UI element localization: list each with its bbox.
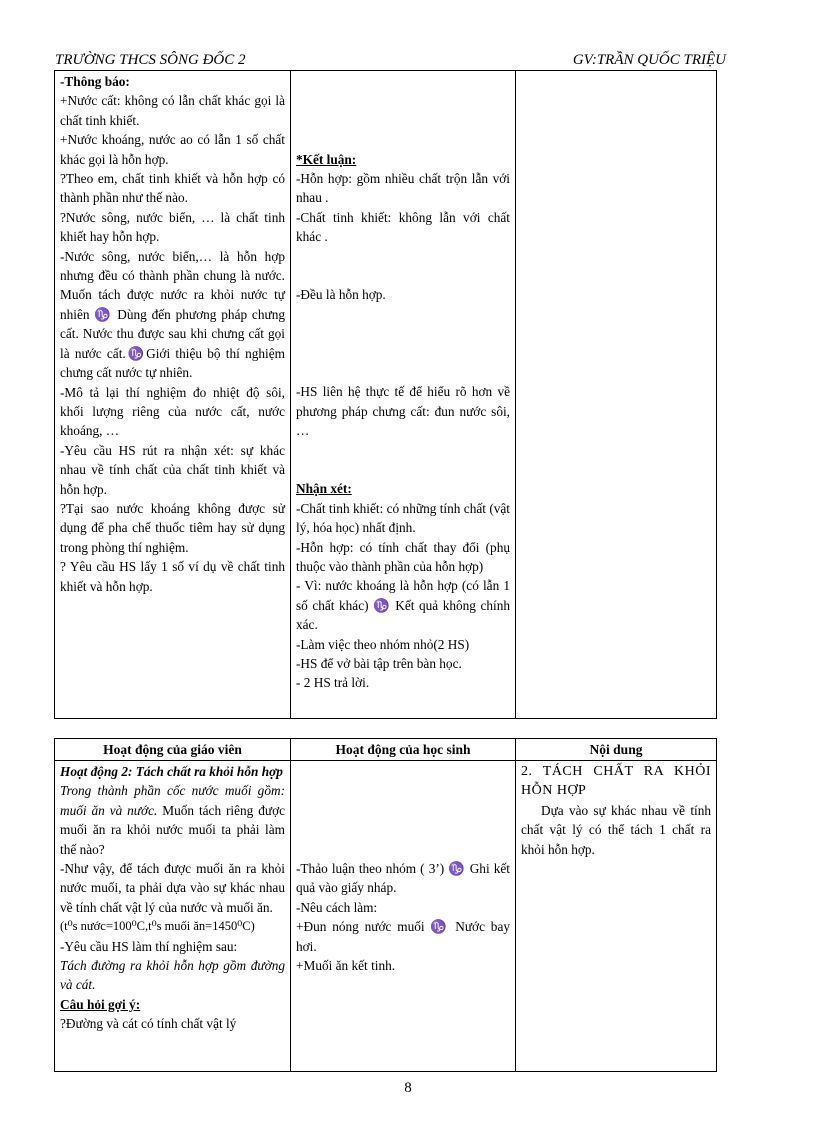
text-line: -HS liên hệ thực tế để hiểu rõ hơn về phương pháp chưng cất: đun nước sôi, … [296,384,510,439]
text-line: -Hỗn hợp: gồm nhiều chất trộn lẫn với nhau . [296,170,510,206]
content-body: Dựa vào sự khác nhau về tính chất vật lý có thể tách 1 chất ra khỏi hỗn hợp. [521,802,711,857]
text-line: -Mô tả lại thí nghiệm đo nhiệt độ sôi, khối lượng riêng của nước cất, nước khoáng, … [60,384,285,439]
text-line: -HS để vở bài tập trên bàn học. [296,656,462,671]
content-cell [516,761,717,1072]
text-line: -Nêu cách làm: [296,899,378,915]
announce-label: -Thông báo: [60,74,130,89]
teacher-activity-cell [55,761,291,1072]
teacher-name: GV:TRẦN QUỐC TRIỆU [572,52,726,68]
conclusion-title: *Kết luận: [296,151,357,167]
lesson-table-1 [54,70,717,719]
text-line: +Nước cất: không có lẫn chất khác gọi là chất tinh khiết. [60,93,285,128]
experiment-text: Tách đường ra khỏi hỗn hợp gồm đường và cát. [60,958,285,993]
header-teacher: Hoạt động của giáo viên [55,739,291,761]
teacher-activity-cell [55,71,291,719]
text-line: -Thảo luận theo nhóm ( 3’) ♑ Ghi kết quả vào giấy nháp. [296,860,510,896]
school-name: TRƯỜNG THCS SÔNG ĐỐC 2 [55,52,246,68]
header-student: Hoạt động của học sinh [291,739,516,761]
text-line: -Như vậy, để tách được muối ăn ra khỏi nước muối, ta phải dựa vào sự khác nhau về tính chất vật lý của nước và muối ăn. [60,861,285,915]
text-line: - 2 HS trả lời. [296,675,370,691]
text-line: ? Yêu cầu HS lấy 1 số ví dụ về chất tinh khiết và hỗn hợp. [60,559,285,594]
activity-title: Hoạt động 2: Tách chất ra khỏi hỗn hợp [60,764,283,779]
text-line: -Yêu cầu HS làm thí nghiệm sau: [60,938,238,954]
student-activity-cell [291,71,516,719]
intro-italic: Trong thành phần cốc nước muối gồm: muối ăn và nước. [60,783,285,818]
text-line [60,781,285,859]
text-line: -Đều là hỗn hợp. [296,287,386,303]
text-line: ?Theo em, chất tinh khiết và hỗn hợp có thành phần như thế nào. [60,171,285,206]
hint-title: Câu hỏi gợi ý: [60,996,141,1012]
text-line: ?Nước sông, nước biển, … là chất tinh khiết hay hỗn hợp. [60,209,285,245]
page-number: 8 [404,1080,412,1096]
text-line: -Làm việc theo nhóm nhỏ(2 HS) [296,636,470,652]
text-line: +Nước khoáng, nước ao có lẫn 1 số chất khác gọi là hỗn hợp. [60,132,285,167]
text-line: -Nước sông, nước biển,… là hỗn hợp nhưng đều có thành phần chung là nước. Muốn tách được nước ra khỏi nước tự nhiên ♑ Dùng đến phương pháp chưng cất. Nước thu được sau khi chưng cất gọi là nước cất.♑Giới thiệu bộ thí nghiệm chưng cất nước tự nhiên. [60,248,285,381]
student-activity-cell [291,761,516,1072]
text-line: -Chất tinh khiết: không lẫn với chất khác . [296,209,510,245]
text-line: +Đun nóng nước muối ♑ Nước bay hơi. [296,919,510,954]
text-line: -Yêu cầu HS rút ra nhận xét: sự khác nhau về tính chất của chất tinh khiết và hỗn hợp. [60,442,285,497]
section-title: 2. TÁCH CHẤT RA KHỎI HỖN HỢP [521,764,711,799]
intro-rest: Muốn tách riêng được muối ăn ra khỏi nước muối ta phải làm thế nào? [60,802,285,857]
text-line: ?Tại sao nước khoáng không được sử dụng để pha chế thuốc tiêm hay sử dụng trong phòng thí nghiệm. [60,500,285,555]
header-content: Nội dung [516,739,717,761]
temperature-note: (t⁰s nước=100⁰C,t⁰s muối ăn=1450⁰C) [60,919,255,934]
text-line: ?Đường và cát có tính chất vật lý [60,1016,237,1032]
text-line: -Hỗn hợp: có tính chất thay đổi (phụ thuộc vào thành phần của hỗn hợp) [296,539,510,574]
remark-title: Nhận xét: [296,481,352,497]
content-cell [516,71,717,719]
lesson-table-2 [54,738,717,1072]
text-line: - Vì: nước khoáng là hỗn hợp (có lẫn 1 số chất khác) ♑ Kết quả không chính xác. [296,578,510,633]
text-line: +Muối ăn kết tinh. [296,957,396,973]
text-line: -Chất tinh khiết: có những tính chất (vật lý, hóa học) nhất định. [296,500,510,536]
